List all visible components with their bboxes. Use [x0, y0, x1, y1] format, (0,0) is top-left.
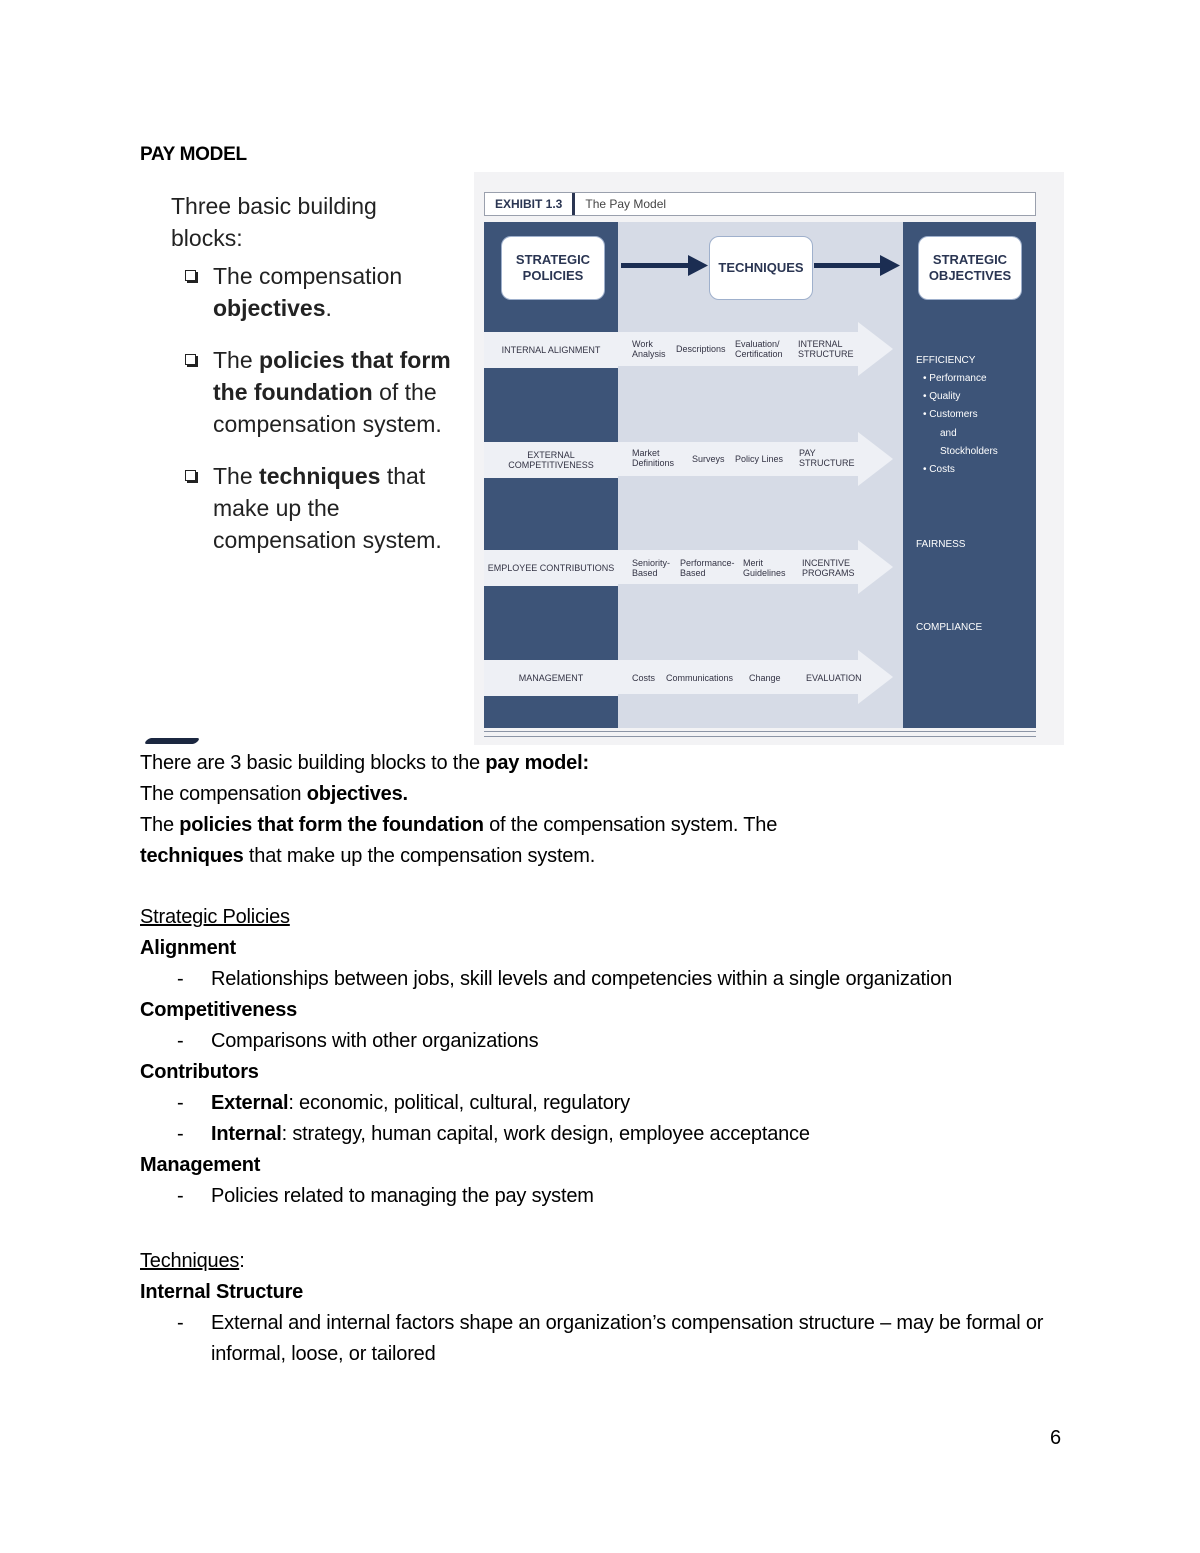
- bullet-bold: techniques: [259, 463, 381, 489]
- technique-item: Surveys: [692, 454, 725, 464]
- strategic-policies-section: [140, 902, 1060, 1212]
- technique-item: INTERNAL STRUCTURE: [798, 339, 854, 359]
- bullet-bold: policies that form the foundation: [213, 347, 451, 405]
- list-item: [140, 1308, 1060, 1370]
- list-item-text: Policies related to managing the pay system: [211, 1185, 594, 1207]
- row-label: EMPLOYEE CONTRIBUTIONS: [484, 550, 618, 586]
- objective-fairness: FAIRNESS: [916, 539, 966, 550]
- objective-compliance: COMPLIANCE: [916, 622, 983, 633]
- flow-arrow-head: [688, 255, 708, 276]
- dash-bullet: -: [177, 1123, 184, 1145]
- summary-text: that make up the compensation system.: [243, 845, 596, 867]
- summary-bold: objectives.: [306, 783, 408, 805]
- list-item-text: External and internal factors shape an organization’s compensation structure – may be formal or informal, loose, or tailored: [211, 1312, 1044, 1365]
- summary-text: The compensation: [140, 783, 307, 805]
- exhibit-number: EXHIBIT 1.3: [485, 193, 575, 215]
- bullet-bold: objectives: [213, 295, 326, 321]
- efficiency-item: Stockholders: [940, 446, 998, 457]
- section-title: Techniques: [140, 1250, 240, 1272]
- list-item-bold: Internal: [211, 1123, 282, 1145]
- dash-bullet: -: [177, 1312, 184, 1334]
- dash-bullet: -: [177, 1092, 184, 1114]
- exhibit-header: [484, 192, 1036, 216]
- objective-efficiency: EFFICIENCY: [916, 355, 976, 366]
- technique-item: Communications: [666, 673, 734, 683]
- technique-item: Costs: [632, 673, 656, 683]
- list-item: [140, 1119, 1060, 1150]
- exhibit-title: The Pay Model: [585, 197, 667, 211]
- summary-text: of the compensation system. The: [483, 814, 778, 836]
- dash-bullet: -: [177, 1030, 184, 1052]
- technique-item: Policy Lines: [735, 454, 784, 464]
- technique-item: Performance-Based: [680, 558, 735, 578]
- list-item: [140, 964, 1060, 995]
- exhibit-panel: [484, 222, 1036, 728]
- technique-item: PAY STRUCTURE: [799, 448, 855, 468]
- summary-line: [140, 841, 777, 872]
- subheading: Competitiveness: [140, 999, 298, 1021]
- list-item-text: Relationships between jobs, skill levels and competencies within a single organization: [211, 968, 953, 990]
- dash-bullet: -: [177, 1185, 184, 1207]
- techniques-section: [140, 1246, 1060, 1370]
- flow-arrow-shaft: [814, 263, 882, 268]
- flow-arrow-shaft: [621, 263, 693, 268]
- row-label: EXTERNAL COMPETITIVENESS: [484, 442, 618, 478]
- bullet-text: The: [213, 463, 260, 489]
- subheading: Alignment: [140, 937, 236, 959]
- bullet-text: .: [325, 295, 332, 321]
- slide-intro: Three basic building blocks:: [171, 193, 377, 251]
- summary-text: The: [140, 814, 180, 836]
- checkbox-bullet-icon: [185, 354, 196, 365]
- technique-item: EVALUATION: [806, 673, 862, 683]
- summary-text: There are 3 basic building blocks to the: [140, 752, 486, 774]
- subheading: Internal Structure: [140, 1281, 304, 1303]
- summary-line: [140, 748, 777, 779]
- strategic-objectives-box: STRATEGIC OBJECTIVES: [918, 236, 1022, 300]
- efficiency-item: • Costs: [923, 464, 955, 475]
- subheading: Management: [140, 1154, 261, 1176]
- summary-bold: techniques: [140, 845, 244, 867]
- slide-bullet: [171, 260, 451, 324]
- list-item: [140, 1181, 1060, 1212]
- page-number: 6: [1050, 1427, 1062, 1449]
- row-label: INTERNAL ALIGNMENT: [484, 332, 618, 368]
- efficiency-item: • Quality: [923, 391, 961, 402]
- strategic-policies-box: STRATEGIC POLICIES: [501, 236, 605, 300]
- summary-line: [140, 779, 777, 810]
- list-item-bold: External: [211, 1092, 289, 1114]
- dash-bullet: -: [177, 968, 184, 990]
- section-title: Strategic Policies: [140, 906, 290, 928]
- bullet-text: of the compensation system.: [213, 379, 442, 437]
- page-heading: PAY MODEL: [140, 144, 247, 165]
- list-item-text: : strategy, human capital, work design, employee acceptance: [281, 1123, 810, 1145]
- summary-block: [140, 748, 777, 872]
- pay-model-exhibit: [474, 172, 1064, 745]
- efficiency-item: • Performance: [923, 373, 987, 384]
- checkbox-bullet-icon: [185, 470, 196, 481]
- checkbox-bullet-icon: [185, 270, 196, 281]
- list-item-text: Comparisons with other organizations: [211, 1030, 539, 1052]
- subheading: Contributors: [140, 1061, 259, 1083]
- bullet-text: The compensation: [213, 263, 403, 289]
- technique-item: INCENTIVE PROGRAMS: [802, 558, 855, 578]
- bullet-text: The: [213, 347, 260, 373]
- technique-item: Evaluation/ Certification: [735, 339, 783, 359]
- slide-arrow-fragment: [143, 738, 200, 744]
- slide-bullet: [171, 460, 451, 556]
- list-item: [140, 1026, 1060, 1057]
- technique-item: Merit Guidelines: [743, 558, 786, 578]
- technique-item: Market Definitions: [632, 448, 675, 468]
- summary-line: [140, 810, 777, 841]
- slide-text: [171, 190, 451, 576]
- technique-item: Work Analysis: [632, 339, 666, 359]
- bullet-text: that make up the compensation system.: [213, 463, 442, 553]
- technique-item: Seniority-Based: [632, 558, 671, 578]
- exhibit-bottom-rule: [484, 731, 1036, 737]
- technique-item: Change: [749, 673, 781, 683]
- row-label: MANAGEMENT: [484, 660, 618, 696]
- section-title-colon: :: [239, 1250, 245, 1272]
- list-item: [140, 1088, 1060, 1119]
- techniques-box: TECHNIQUES: [709, 236, 813, 300]
- efficiency-item: • Customers: [923, 409, 978, 420]
- flow-arrow-head: [880, 255, 900, 276]
- slide-bullet: [171, 344, 451, 440]
- summary-bold: pay model:: [485, 752, 589, 774]
- technique-item: Descriptions: [676, 344, 726, 354]
- summary-bold: policies that form the foundation: [179, 814, 484, 836]
- efficiency-item: and: [940, 428, 957, 439]
- list-item-text: : economic, political, cultural, regulatory: [288, 1092, 630, 1114]
